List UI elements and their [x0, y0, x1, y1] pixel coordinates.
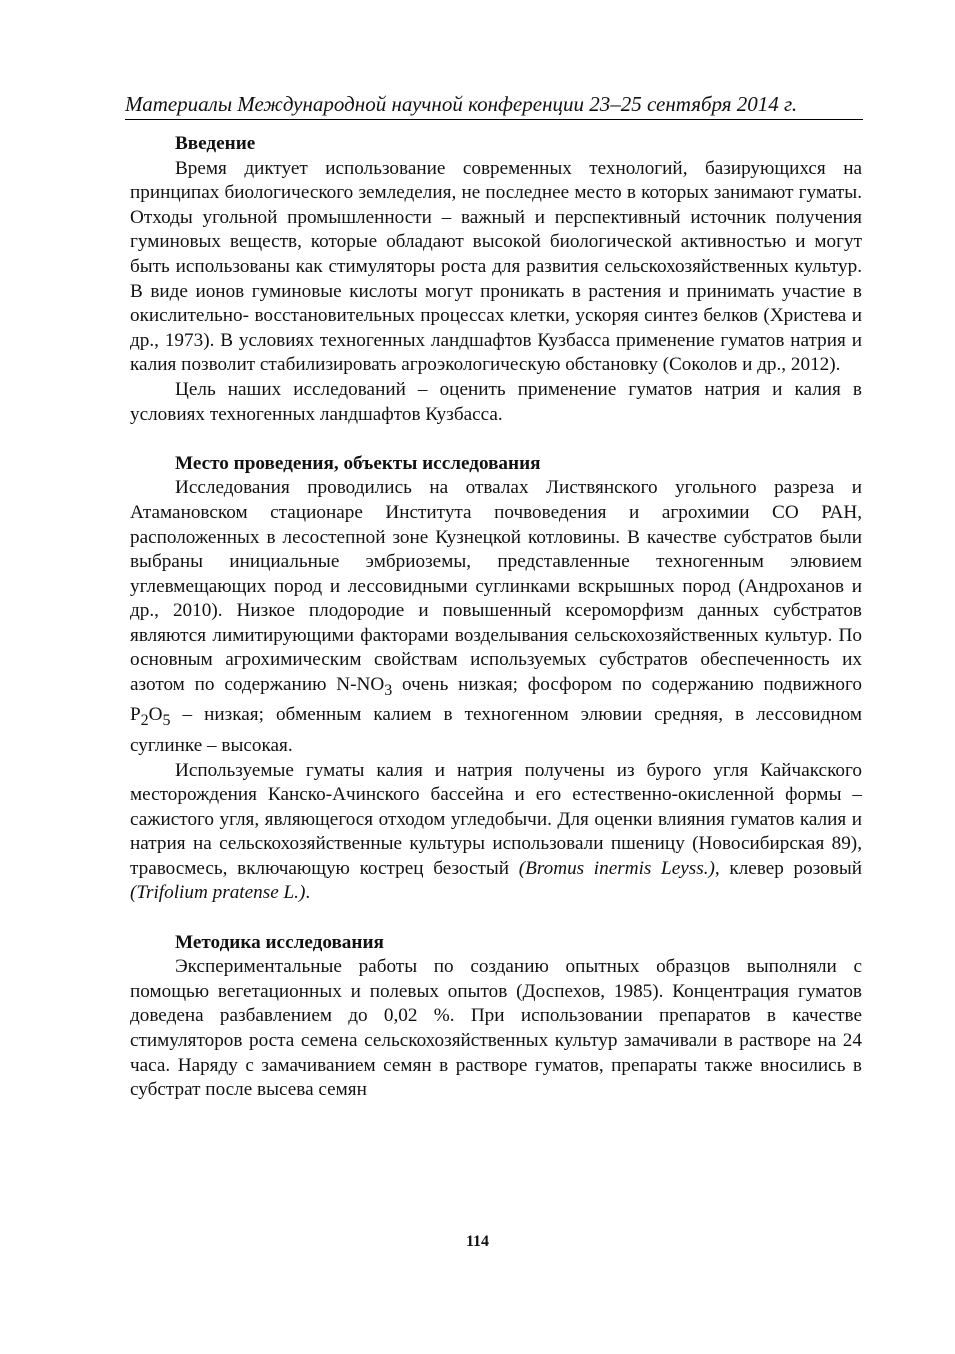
section-heading-method: Методика исследования: [175, 931, 384, 953]
paragraph: Используемые гуматы калия и натрия получены из бурого угля Кайчакского месторождения Канско-Ачинского бассейна и его естественно-окисленной формы – сажистого угля, являющегося отходом угледобычи. Для оценки влияния гуматов калия и натрия на сельскохозяйственные культуры использовали пшеницу (Новосибирская 89), травосмесь, включающую кострец безостый (Bromus inermis Leyss.), клевер розовый (Trifolium pratense L.).: [130, 759, 862, 904]
section-heading-intro: Введение: [175, 133, 256, 154]
latin-name: (Trifolium pratense L.): [130, 882, 306, 904]
section-heading-place: Место проведения, объекты исследования: [175, 452, 541, 474]
latin-name: (Bromus inermis Leyss.): [518, 857, 715, 879]
page-number: 114: [465, 1233, 490, 1250]
paragraph: Время диктует использование современных технологий, базирующихся на принципах биологического земледелия, не последнее место в которых занимают гуматы. Отходы угольной промышленности – важный и перспективный источник получения гуминовых веществ, которые обладают высокой биологической активностью и могут быть использованы как стимуляторы роста для развития сельскохозяйственных культур. В виде ионов гуминовые кислоты могут проникать в растения и принимать участие в окислительно- восстановительных процессах клетки, ускоряя синтез белков (Христева и др., 1973). В условиях техногенных ландшафтов Кузбасса применение гуматов натрия и калия позволит стабилизировать агроэкологическую обстановку (Соколов и др., 2012).: [130, 157, 862, 376]
paragraph: Экспериментальные работы по созданию опытных образцов выполняли с помощью вегетационных и полевых опытов (Доспехов, 1985). Концентрация гуматов доведена разбавлением до 0,02 %. При использовании препаратов в качестве стимуляторов роста семена сельскохозяйственных культур замачивали в растворе на 24 часа. Наряду с замачиванием семян в растворе гуматов, препараты также вносились в субстрат после высева семян: [130, 956, 862, 1101]
running-header: Материалы Международной научной конференции 23–25 сентября 2014 г.: [125, 90, 863, 120]
page-body: [130, 132, 862, 1103]
paragraph: Цель наших исследований – оценить применение гуматов натрия и калия в условиях техногенных ландшафтов Кузбасса.: [130, 378, 862, 425]
paragraph: Исследования проводились на отвалах Листвянского угольного разреза и Атамановском стационаре Института почвоведения и агрохимии СО РАН, расположенных в лесостепной зоне Кузнецкой котловины. В качестве субстратов были выбраны инициальные эмбриоземы, представленные техногенным элювием углевмещающих пород и лессовидными суглинками вскрышных пород (Андроханов и др., 2010). Низкое плодородие и повышенный ксероморфизм данных субстратов являются лимитирующими факторами возделывания сельскохозяйственных культур. По основным агрохимическим свойствам используемых субстратов обеспеченность их азотом по содержанию $N-NO_3$ очень низкая; фосфором по содержанию подвижного $P_2O_5$ – низкая; обменным калием в техногенном элювии средняя, в лессовидном суглинке – высокая.: [130, 477, 862, 756]
